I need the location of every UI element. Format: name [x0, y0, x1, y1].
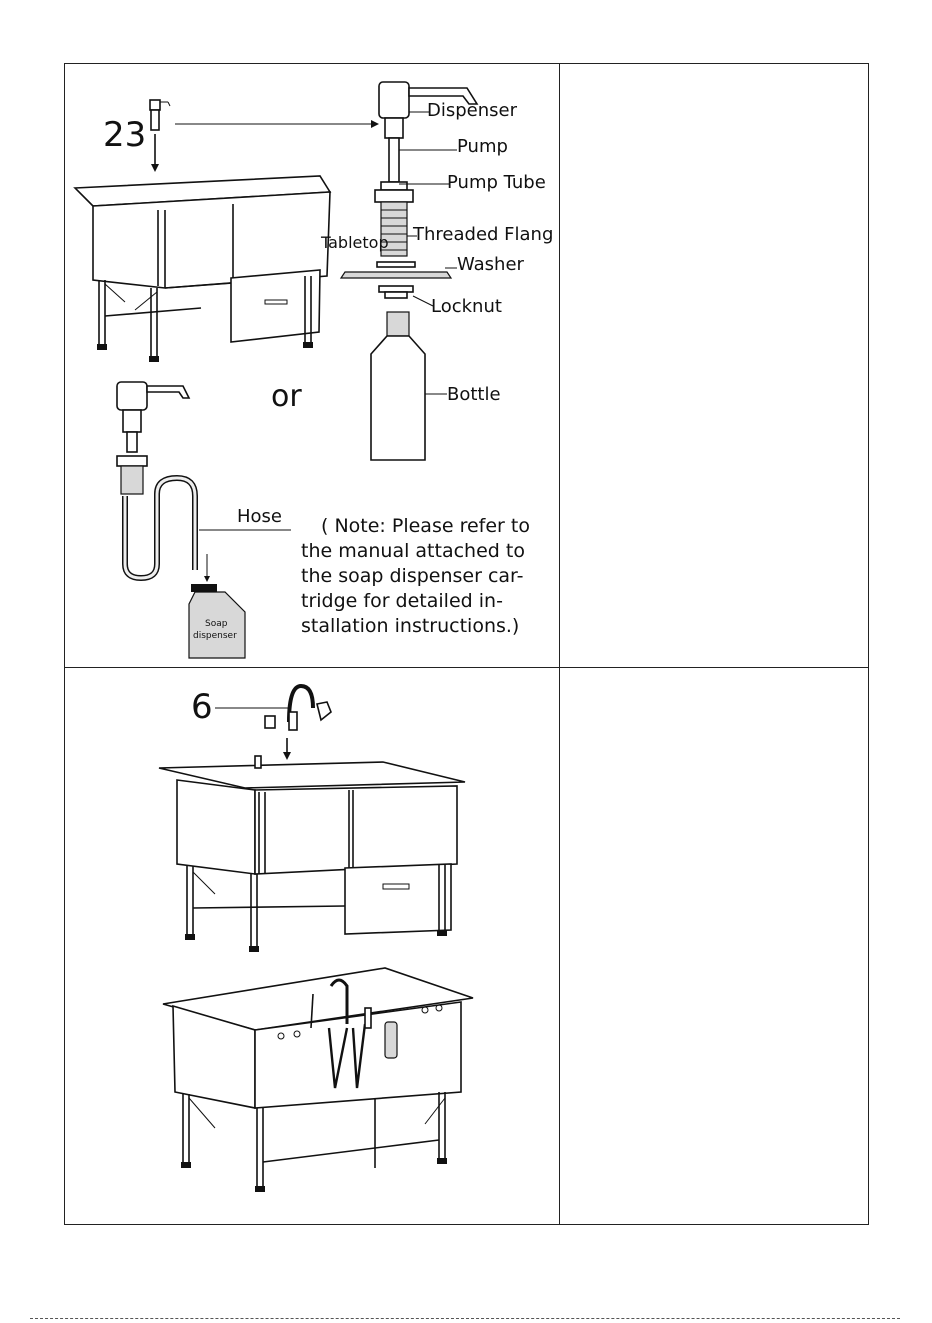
note-line: stallation instructions.): [301, 615, 520, 637]
note-line: tridge for detailed in-: [301, 590, 503, 612]
pointer-arrow: [175, 120, 379, 128]
label-dispenser: Dispenser: [427, 100, 517, 121]
small-dispenser-icon: [150, 100, 170, 172]
or-text: or: [271, 379, 302, 414]
column-divider: [559, 63, 560, 1225]
soap-label-line2: dispenser: [193, 631, 237, 641]
step-number: 23: [103, 115, 147, 155]
faucet-parts-drawing: [265, 686, 331, 760]
installation-note: [301, 515, 530, 637]
step-6-illustration: [65, 668, 559, 1224]
label-pump-tube: Pump Tube: [447, 172, 546, 193]
footer-rule: [30, 1318, 900, 1319]
step-23-illustration: [65, 64, 559, 667]
soap-label-line1: Soap: [205, 619, 228, 629]
label-hose: Hose: [237, 506, 282, 527]
label-washer: Washer: [457, 254, 524, 275]
note-line: the soap dispenser car-: [301, 565, 524, 587]
label-pump: Pump: [457, 136, 508, 157]
note-line: the manual attached to: [301, 540, 525, 562]
sink-cabinet-rear-drawing: [163, 968, 473, 1192]
label-locknut: Locknut: [431, 296, 502, 317]
label-bottle: Bottle: [447, 384, 501, 405]
label-tabletop: Tabletop: [321, 233, 389, 252]
step-number: 6: [191, 687, 213, 727]
sink-cabinet-drawing: [75, 176, 330, 362]
label-threaded-flang: Threaded Flang: [413, 224, 554, 245]
sink-cabinet-front-drawing: [159, 756, 465, 952]
note-line: ( Note: Please refer to: [321, 515, 530, 537]
